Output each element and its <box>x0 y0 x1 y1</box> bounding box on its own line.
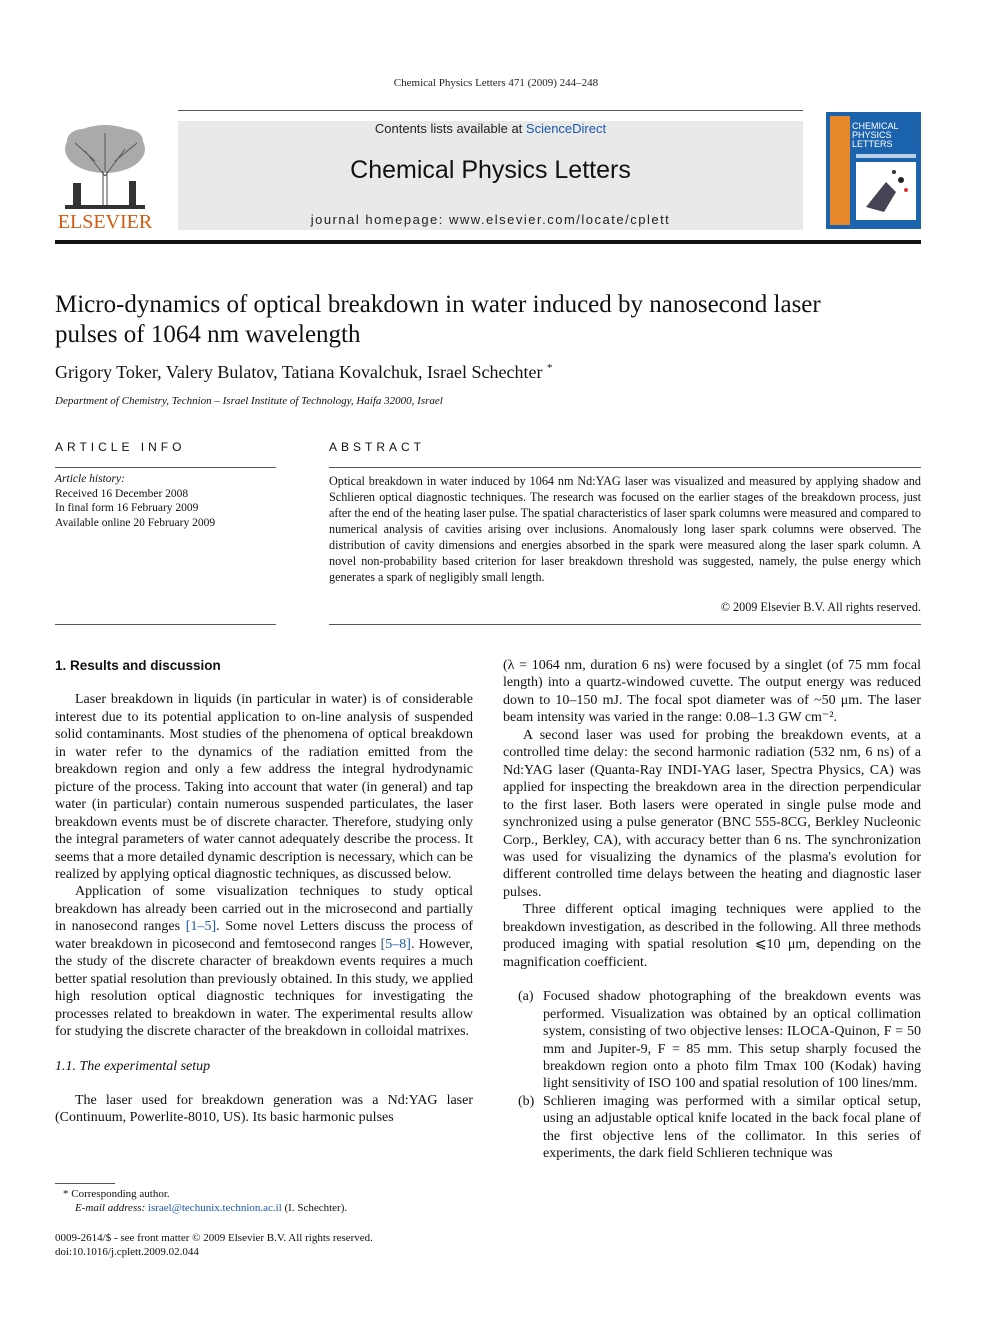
paragraph-intro: Laser breakdown in liquids (in particular in water) is of considerable interest due to its potential application to on-line analysis of suspended solid contaminants. Most studies of the phenomena of optical breakdown in water refer to the dynamics of the radiation emitted from the breakdown region and only a few address the integral hydrodynamic picture of the process. Taking into account that water (in general) and tap water (in particular) contain numerous suspended particulates, the laser breakdown events must be of discrete character. Therefore, studying only the integral parameters of water cannot adequately describe the process. It seems that a more detailed dynamic description is necessary, which can be realized by applying optical diagnostic techniques, as discussed below. <box>55 692 473 882</box>
received-date: Received 16 December 2008 <box>55 487 189 500</box>
paragraph-imaging: Three different optical imaging techniques were applied to the breakdown investigation, as described in the following. All three methods produced imaging with spatial resolution ⩽10 μm, depending on the magnification coefficient. <box>503 902 921 970</box>
email-suffix: (I. Schechter). <box>281 1202 348 1214</box>
abstract-label: ABSTRACT <box>329 440 426 454</box>
journal-citation: Chemical Physics Letters 471 (2009) 244–248 <box>393 77 599 89</box>
cover-title-line-3: LETTERS <box>852 139 893 149</box>
citation-link-1-5[interactable]: [1–5] <box>185 919 217 935</box>
abstract-text: Optical breakdown in water induced by 1064 nm Nd:YAG laser was visualized and measured by applying shadow and Schlieren optical diagnostic techniques. The research was focused on the earlier stages of the breakdown process, just after the end of the heating laser pulse. The spatial characteristics of laser spark columns were measured and compared to numerical analysis of cavities arising over inclusions. Anomalously long laser spark columns were observed. The distribution of cavity dimensions and energies absorbed in the spark were measured along the laser spark column. A novel non-probability based criterion for laser breakdown threshold was suggested, namely, the pulse energy which generates a spark of negligibly small length. <box>329 474 921 584</box>
elsevier-wordmark: ELSEVIER <box>57 211 153 233</box>
article-title-line-1: Micro-dynamics of optical breakdown in water induced by nanosecond laser <box>55 291 821 318</box>
abstract-bottom-rule <box>329 624 921 625</box>
footnote <box>55 1187 475 1215</box>
article-info-rule <box>55 467 276 468</box>
paragraph-laser: The laser used for breakdown generation was a Nd:YAG laser (Continuum, Powerlite-8010, US). Its basic harmonic pulses <box>55 1092 473 1126</box>
footnote-rule <box>55 1183 115 1184</box>
list-item-a <box>503 988 921 1093</box>
section-heading-results: 1. Results and discussion <box>55 658 221 673</box>
article-history <box>55 472 276 530</box>
paragraph-second-laser: A second laser was used for probing the breakdown events, at a controlled time delay: the second harmonic radiation (532 nm, 6 ns) of a Nd:YAG laser (Quanta-Ray INDI-YAG laser, Spectra Physics, CA) was applied for inspecting the breakdown area in the direction perpendicular to the first laser. Both lasers were operated in single pulse mode and synchronized using a pulse generator (BNC 555-8CG, Berkley Nucleonic Corp., Berkley, CA), with accuracy better than 6 ns. The synchronization was used for visualizing the dynamics of the plasma's evolution for different controlled time delays between the heating and diagnostic laser pulses. <box>503 727 921 900</box>
doi-line[interactable]: doi:10.1016/j.cplett.2009.02.044 <box>55 1246 199 1258</box>
email-label: E-mail address: <box>75 1202 148 1214</box>
header-rule <box>178 110 803 111</box>
author-names: Grigory Toker, Valery Bulatov, Tatiana Kovalchuk, Israel Schechter <box>55 362 543 382</box>
contents-prefix: Contents lists available at <box>374 121 526 136</box>
contents-line <box>178 121 803 136</box>
list-text-a: Focused shadow photographing of the breakdown events was performed. Visualization was obtained by an optical collimation system, consisting of two objective lenses: ILOCA-Quinon, F = 50 mm and Jupiter-9, F = 85 mm. This setup sharply focused the breakdown region onto a photo film Tmax 100 (Kodak) having light sensitivity of ISO 100 and spatial resolution of 100 lines/mm. <box>543 989 921 1092</box>
history-label: Article history: <box>55 473 125 485</box>
corresponding-author-mark[interactable]: * <box>546 362 553 374</box>
tree-icon <box>55 121 155 211</box>
cover-title <box>852 122 920 149</box>
publication-info <box>55 1231 475 1259</box>
author-list <box>55 362 552 383</box>
final-form-date: In final form 16 February 2009 <box>55 502 199 514</box>
article-info-bottom-rule <box>55 624 276 625</box>
citation-link-5-8[interactable]: [5–8] <box>380 936 411 952</box>
list-marker-a: (a) <box>518 989 534 1005</box>
list-item-b <box>503 1093 921 1163</box>
cover-title-line-1: CHEMICAL <box>852 121 899 131</box>
list-text-b: Schlieren imaging was performed with a similar optical setup, using an adjustable optical knife located in the back focal plane of the first objective lens of the collimator. In this series of experiments, the dark field Schlieren technique was <box>543 1093 921 1162</box>
journal-homepage[interactable]: journal homepage: www.elsevier.com/locate/cplett <box>310 212 671 227</box>
abstract-rule <box>329 467 921 468</box>
left-column <box>55 657 473 1127</box>
article-info-label: ARTICLE INFO <box>55 440 186 454</box>
email-link[interactable]: israel@techunix.technion.ac.il <box>147 1202 282 1214</box>
email-note <box>55 1201 475 1215</box>
issn-line: 0009-2614/$ - see front matter © 2009 Elsevier B.V. All rights reserved. <box>55 1232 373 1244</box>
sciencedirect-link[interactable]: ScienceDirect <box>525 121 607 136</box>
abstract-copyright: © 2009 Elsevier B.V. All rights reserved. <box>720 600 921 614</box>
corresponding-author-note: * Corresponding author. <box>63 1188 170 1200</box>
paragraph-visualization-a: Application of some visualization techniques to study optical breakdown has already been carried out in the microsecond and partially in nanosecond ranges <box>55 884 473 935</box>
affiliation: Department of Chemistry, Technion – Israel Institute of Technology, Haifa 32000, Israel <box>55 395 443 407</box>
paragraph-focus: (λ = 1064 nm, duration 6 ns) were focused by a singlet (of 75 mm focal length) into a quartz-windowed cuvette. The output energy was reduced down to 10–150 mJ. The focal spot diameter was of ~50 μm. The laser beam intensity was varied in the range: 0.08–1.3 GW cm⁻². <box>503 658 921 726</box>
article-title <box>55 290 915 350</box>
paragraph-visualization-b: . Some novel Letters discuss the process of water breakdown in picosecond and femtosecond ranges <box>55 919 473 952</box>
right-column <box>503 657 921 1163</box>
paragraph-visualization <box>55 883 473 1040</box>
paragraph-visualization-c: . However, the study of the discrete character of breakdown events requires a much better spatial resolution than previously obtained. In this study, we applied high resolution optical diagnostic techniques for investigating the processes related to breakdown in water. The experimental results allow for studying the discrete character of the breakdown in colloidal matrixes. <box>55 936 473 1040</box>
journal-title: Chemical Physics Letters <box>350 156 631 184</box>
online-date: Available online 20 February 2009 <box>55 516 216 529</box>
list-marker-b: (b) <box>518 1093 535 1109</box>
cover-title-line-2: PHYSICS <box>852 130 892 140</box>
subsection-heading-setup: 1.1. The experimental setup <box>55 1058 211 1074</box>
header-thick-rule <box>55 240 921 244</box>
article-title-line-2: pulses of 1064 nm wavelength <box>55 321 361 348</box>
